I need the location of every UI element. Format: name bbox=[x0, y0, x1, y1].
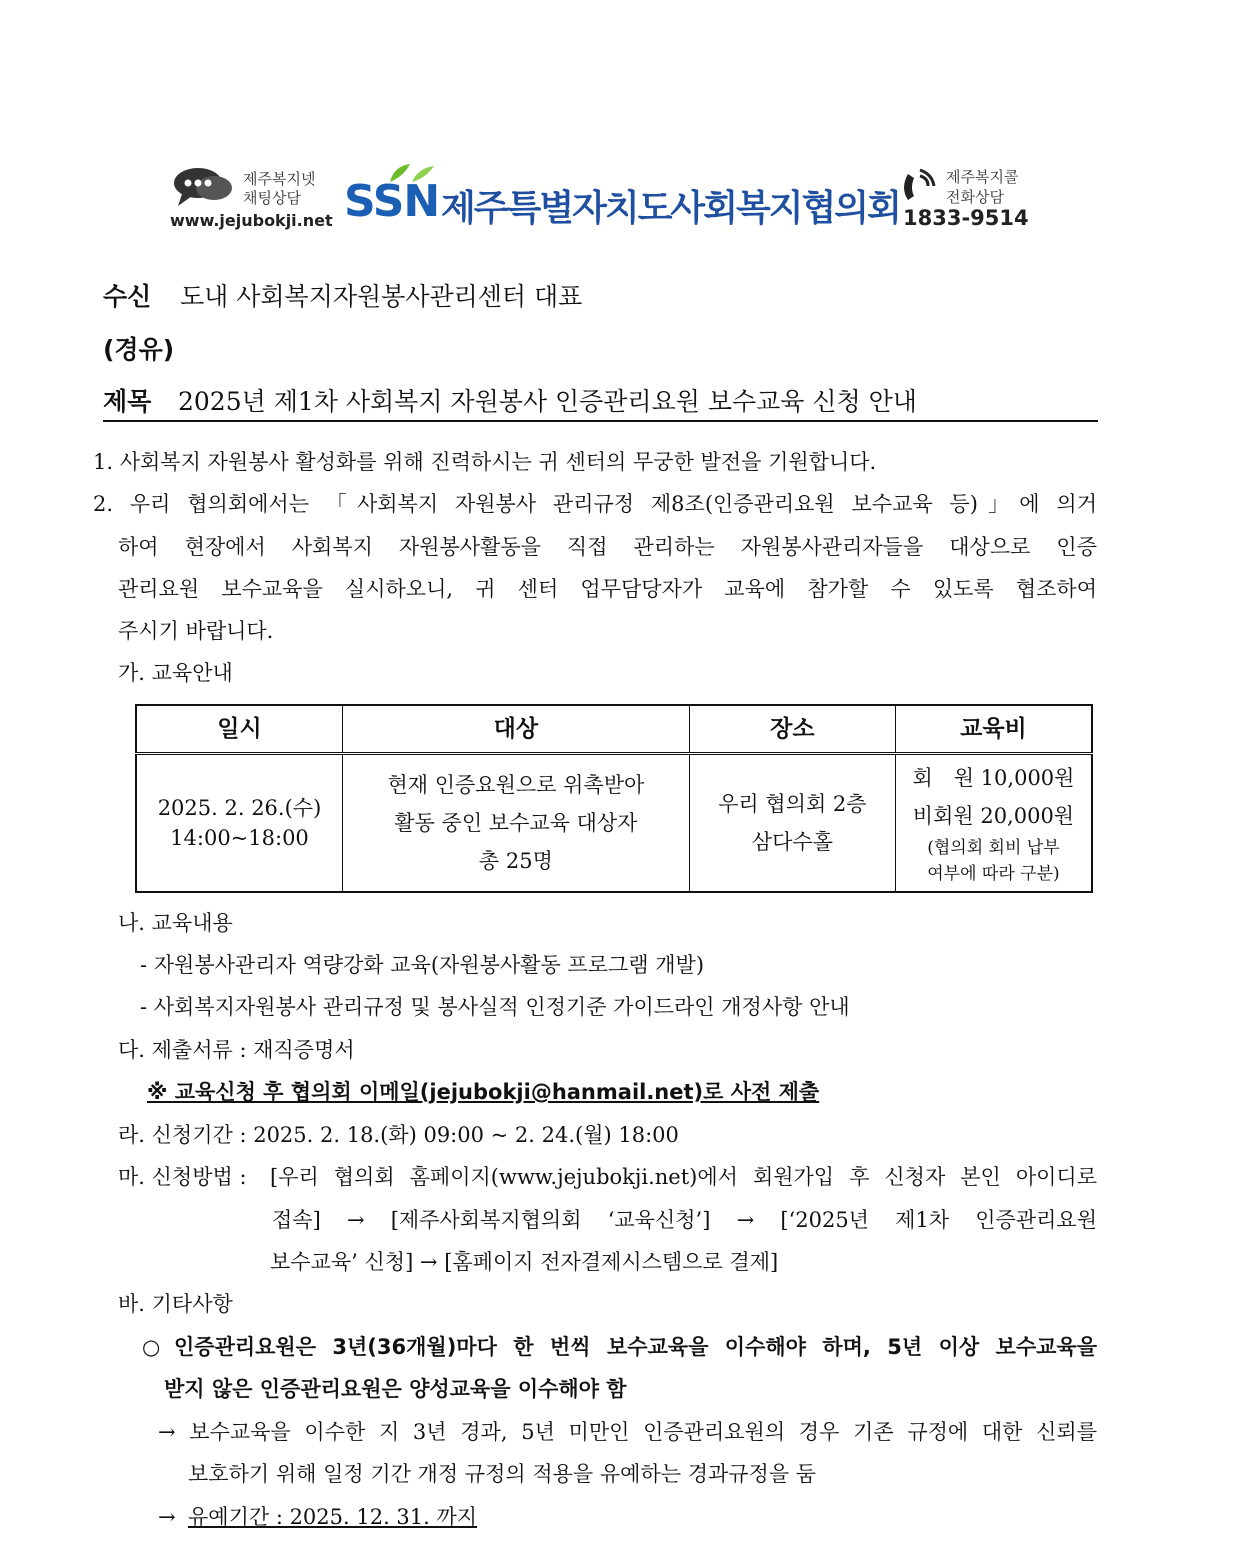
subject-divider bbox=[103, 420, 1098, 422]
time-line: 14:00~18:00 bbox=[170, 825, 309, 850]
paragraph-1: 1. 사회복지 자원봉사 활성화를 위해 진력하시는 귀 센터의 무궁한 발전을 기원합니다. bbox=[93, 450, 877, 474]
paragraph-2-line3: 관리요원 보수교육을 실시하오니, 귀 센터 업무담당자가 교육에 참가할 수 있도록 협조하여 bbox=[118, 577, 1097, 601]
recipient: 도내 사회복지자원봉사관리센터 대표 bbox=[180, 282, 583, 311]
table-row bbox=[136, 754, 1092, 892]
content-item-1: - 자원봉사관리자 역량강화 교육(자원봉사활동 프로그램 개발) bbox=[140, 953, 705, 977]
place-line1: 우리 협의회 2층 bbox=[718, 791, 867, 816]
section-ma-label: 마. 신청방법 : bbox=[118, 1165, 247, 1189]
fee-note-line2: 여부에 따라 구분) bbox=[927, 863, 1060, 884]
subject-label: 제목 bbox=[103, 387, 152, 416]
table-header-row bbox=[136, 705, 1092, 754]
grace-rule-line1: → 보수교육을 이수한 지 3년 경과, 5년 미만인 인증관리요원의 경우 기존 규정에 대한 신뢰를 bbox=[158, 1420, 1097, 1444]
recipient-label: 수신 bbox=[103, 282, 152, 311]
section-ba-heading: 바. 기타사항 bbox=[118, 1292, 233, 1316]
arrow-icon: → bbox=[158, 1505, 176, 1529]
table-header-date: 일시 bbox=[136, 705, 342, 754]
ssn-logo: SSN bbox=[344, 176, 440, 227]
chat-label-line2: 채팅상담 bbox=[243, 189, 301, 207]
target-line3: 총 25명 bbox=[478, 848, 553, 873]
table-header-place: 장소 bbox=[689, 705, 895, 754]
organization-name: 제주특별자치도사회복지협의회 bbox=[441, 188, 900, 229]
grace-rule-line2: 보호하기 위해 일정 기간 개정 규정의 적용을 유예하는 경과규정을 둠 bbox=[188, 1462, 817, 1486]
education-info-table bbox=[135, 704, 1093, 893]
phone-icon bbox=[898, 166, 942, 204]
target-line2: 활동 중인 보수교육 대상자 bbox=[394, 810, 638, 835]
chat-label-line1: 제주복지넷 bbox=[243, 170, 316, 188]
target-line1: 현재 인증요원으로 위촉받아 bbox=[387, 772, 645, 797]
fee-nonmember: 비회원 20,000원 bbox=[912, 803, 1075, 828]
call-number: 1833-9514 bbox=[903, 206, 1029, 230]
method-line2: 접속] → [제주사회복지협의회 ‘교육신청’] → [‘2025년 제1차 인증관리요원 bbox=[272, 1208, 1097, 1232]
place-line2: 삼다수홀 bbox=[751, 829, 833, 854]
table-cell-place bbox=[689, 754, 895, 892]
paragraph-2-line4: 주시기 바랍니다. bbox=[118, 619, 274, 643]
section-na-heading: 나. 교육내용 bbox=[118, 911, 233, 935]
call-label-line1: 제주복지콜 bbox=[946, 168, 1019, 186]
table-cell-target bbox=[342, 754, 689, 892]
content-item-2: - 사회복지자원봉사 관리규정 및 봉사실적 인정기준 가이드라인 개정사항 안내 bbox=[140, 995, 850, 1019]
fee-member: 회 원 10,000원 bbox=[912, 765, 1075, 790]
date-line: 2025. 2. 26.(수) bbox=[157, 795, 322, 820]
paragraph-2-line2: 하여 현장에서 사회복지 자원봉사활동을 직접 관리하는 자원봉사관리자들을 대상으로 인증 bbox=[118, 535, 1097, 559]
table-header-target: 대상 bbox=[342, 705, 689, 754]
submission-notice: ※ 교육신청 후 협의회 이메일(jejubokji@hanmail.net)로 사전 제출 bbox=[147, 1080, 820, 1104]
paragraph-2-line1: 2. 우리 협의회에서는 「사회복지 자원봉사 관리규정 제8조(인증관리요원 보수교육 등)」에 의거 bbox=[93, 492, 1097, 516]
notice-line2: 받지 않은 인증관리요원은 양성교육을 이수해야 함 bbox=[164, 1377, 627, 1401]
call-label-line2: 전화상담 bbox=[946, 188, 1004, 206]
site-url: www.jejubokji.net bbox=[170, 211, 333, 230]
section-ga-heading: 가. 교육안내 bbox=[118, 661, 233, 685]
method-line1: [우리 협의회 홈페이지(www.jejubokji.net)에서 회원가입 후 신청자 본인 아이디로 bbox=[270, 1165, 1097, 1189]
table-cell-fee bbox=[895, 754, 1092, 892]
method-line3: 보수교육’ 신청] → [홈페이지 전자결제시스템으로 결제] bbox=[270, 1250, 779, 1274]
notice-line1: 인증관리요원은 3년(36개월)마다 한 번씩 보수교육을 이수해야 하며, 5년 이상 보수교육을 bbox=[174, 1335, 1097, 1359]
grace-period: 유예기간 : 2025. 12. 31. 까지 bbox=[188, 1505, 478, 1529]
chat-bubble-icon bbox=[172, 166, 234, 208]
fee-note-line1: (협의회 회비 납부 bbox=[927, 837, 1060, 858]
subject: 2025년 제1차 사회복지 자원봉사 인증관리요원 보수교육 신청 안내 bbox=[178, 387, 917, 416]
section-da-documents: 다. 제출서류 : 재직증명서 bbox=[118, 1038, 355, 1062]
bullet-icon: ○ bbox=[142, 1335, 161, 1359]
table-cell-date bbox=[136, 754, 342, 892]
via-label: (경유) bbox=[103, 335, 175, 364]
table-header-fee: 교육비 bbox=[895, 705, 1092, 754]
section-ra-period: 라. 신청기간 : 2025. 2. 18.(화) 09:00 ~ 2. 24.(월) 18:00 bbox=[118, 1123, 679, 1147]
